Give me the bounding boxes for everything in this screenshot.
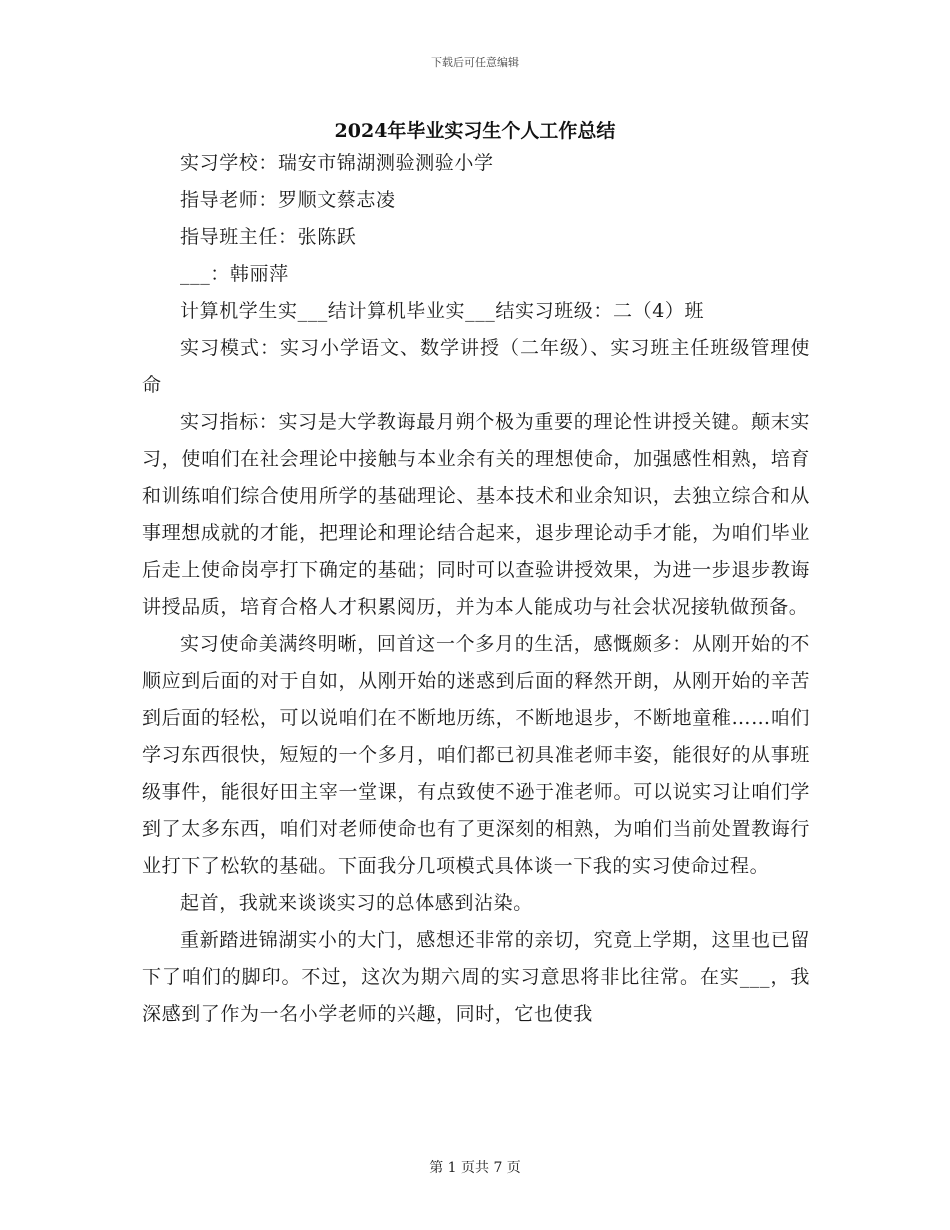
paragraph-teacher: 指导老师：罗顺文蔡志凌: [180, 189, 396, 211]
paragraph-head-teacher: 指导班主任：张陈跃: [180, 226, 357, 248]
header-note: 下载后可任意编辑: [431, 56, 519, 69]
paragraph-intro: 起首，我就来谈谈实习的总体感到沾染。: [180, 892, 533, 914]
paragraph-return: 重新踏进锦湖实小的大门，感想还非常的亲切，究竟上学期，这里也已留下了咱们的脚印。不过，这次为期六周的实习意思将非比往常。在实___，我深感到了作为一名小学老师的兴趣，同时，它也使我: [142, 929, 810, 1025]
document-title: 2024年毕业实习生个人工作总结: [334, 120, 616, 142]
paragraph-name: ___：韩丽萍: [180, 263, 289, 285]
paragraph-class: 计算机学生实___结计算机毕业实___结实习班级：二（4）班: [180, 300, 705, 322]
paragraph-school: 实习学校：瑞安市锦湖测验测验小学: [180, 152, 494, 174]
paragraph-goal: 实习指标：实习是大学教诲最月朔个极为重要的理论性讲授关键。颠末实习，使咱们在社会理论中接触与本业余有关的理想使命，加强感性相熟，培育和训练咱们综合使用所学的基础理论、基本技术和业余知识，去独立综合和从事理想成就的才能，把理论和理论结合起来，退步理论动手才能，为咱们毕业后走上使命岗亭打下确定的基础；同时可以查验讲授效果，为进一步退步教诲讲授品质，培育合格人才积累阅历，并为本人能成功与社会状况接轨做预备。: [142, 411, 810, 618]
paragraph-review: 实习使命美满终明晰，回首这一个多月的生活，感慨颇多：从刚开始的不顺应到后面的对于自如，从刚开始的迷惑到后面的释然开朗，从刚开始的辛苦到后面的轻松，可以说咱们在不断地历练，不断地退步，不断地童稚……咱们学习东西很快，短短的一个多月，咱们都已初具准老师丰姿，能很好的从事班级事件，能很好田主宰一堂课，有点致使不逊于准老师。可以说实习让咱们学到了太多东西，咱们对老师使命也有了更深刻的相熟，为咱们当前处置教诲行业打下了松软的基础。下面我分几项模式具体谈一下我的实习使命过程。: [142, 633, 810, 877]
paragraph-mode: 实习模式：实习小学语文、数学讲授（二年级）、实习班主任班级管理使命: [142, 337, 810, 396]
page-footer: 第 1 页共 7 页: [429, 1160, 521, 1176]
document-body: [142, 145, 810, 1033]
